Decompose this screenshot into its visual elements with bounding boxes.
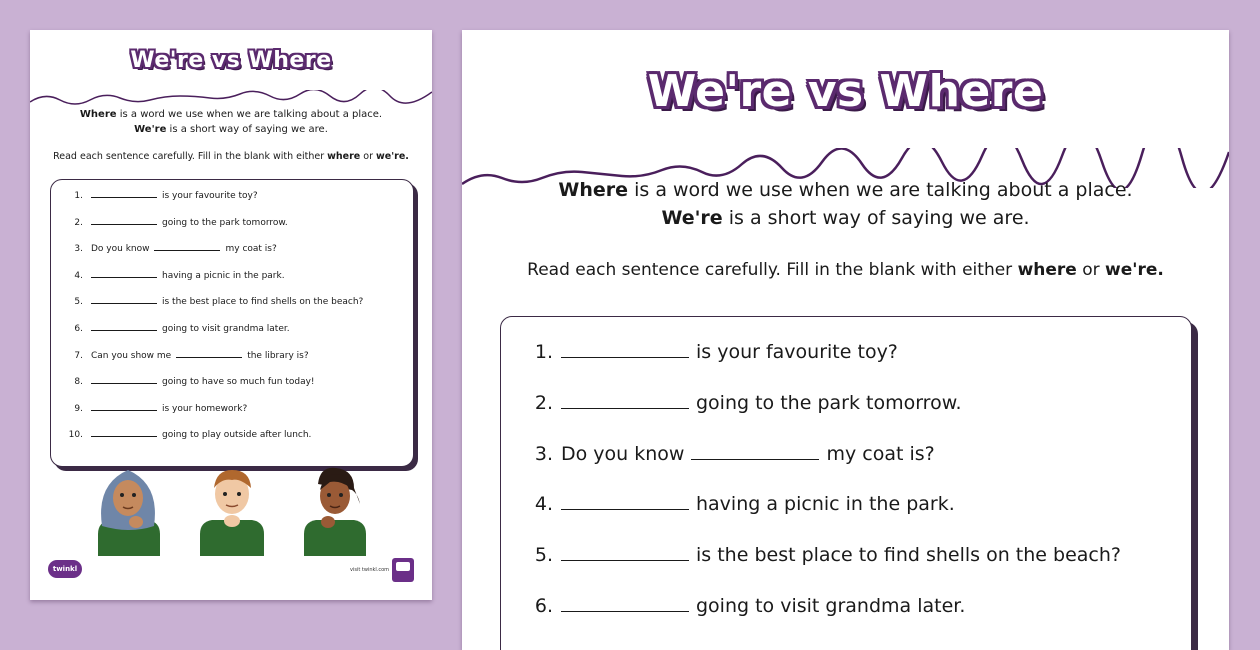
wavy-divider: [30, 90, 432, 106]
worksheet-title: We're vs Where: [647, 66, 1044, 117]
answer-blank[interactable]: [561, 343, 689, 358]
question-item: 4. having a picnic in the park.: [534, 493, 955, 516]
answer-blank[interactable]: [91, 428, 157, 437]
question-item: 1. is your favourite toy?: [534, 341, 898, 363]
answer-blank[interactable]: [91, 216, 157, 225]
intro-text: Where is a word we use when we are talking about a place. We're is a short way of saying we are.: [79, 109, 383, 135]
question-item: 2. going to the park tomorrow.: [74, 217, 288, 228]
answer-blank[interactable]: [91, 189, 157, 198]
child-boy-icon: [200, 470, 264, 556]
question-item: 5. is the best place to find shells on the beach?: [74, 297, 364, 308]
answer-blank[interactable]: [176, 349, 242, 358]
question-box: [500, 316, 1192, 650]
question-item: 4. having a picnic in the park.: [74, 270, 285, 281]
answer-blank[interactable]: [154, 242, 220, 251]
answer-blank[interactable]: [561, 546, 689, 561]
answer-blank[interactable]: [561, 495, 689, 510]
question-item: 6. going to visit grandma later.: [534, 594, 966, 617]
instruction-text: Read each sentence carefully. Fill in the blank with either where or we're.: [53, 151, 409, 162]
worksheet-title: We're vs Where: [130, 48, 332, 73]
question-item: 7. Can you show me the library is?: [74, 350, 309, 361]
answer-blank[interactable]: [91, 402, 157, 411]
instruction-text: Read each sentence carefully. Fill in the blank with either where or we're.: [527, 260, 1164, 280]
question-item: 10. going to play outside after lunch.: [68, 430, 312, 441]
child-girl-icon: [304, 468, 366, 556]
answer-blank[interactable]: [561, 394, 689, 409]
worksheet-zoomed: [462, 30, 1229, 650]
worksheet-thumbnail: [30, 30, 432, 600]
question-item: 3. Do you know my coat is?: [74, 244, 277, 255]
question-item: 8. going to have so much fun today!: [74, 377, 315, 388]
question-item: 5. is the best place to find shells on the beach?: [534, 544, 1121, 567]
footer-url: visit twinkl.com: [350, 567, 390, 573]
answer-blank[interactable]: [561, 597, 689, 612]
twinkl-badge-icon: [392, 558, 414, 582]
answer-blank[interactable]: [91, 322, 157, 331]
answer-blank[interactable]: [91, 375, 157, 384]
question-item: 1. is your favourite toy?: [74, 191, 258, 201]
question-box: [50, 179, 414, 467]
question-item: 9. is your homework?: [74, 403, 248, 414]
question-item: 3. Do you know my coat is?: [534, 442, 935, 465]
intro-text: Where is a word we use when we are talking about a place. We're is a short way of saying we are.: [558, 179, 1133, 229]
children-illustration: [90, 464, 380, 556]
twinkl-logo: twinkl: [48, 560, 82, 578]
answer-blank[interactable]: [691, 445, 819, 460]
question-item: 2. going to the park tomorrow.: [534, 391, 962, 414]
question-item: 6. going to visit grandma later.: [74, 323, 290, 334]
answer-blank[interactable]: [91, 269, 157, 278]
answer-blank[interactable]: [91, 295, 157, 304]
child-hijab-icon: [98, 470, 160, 556]
